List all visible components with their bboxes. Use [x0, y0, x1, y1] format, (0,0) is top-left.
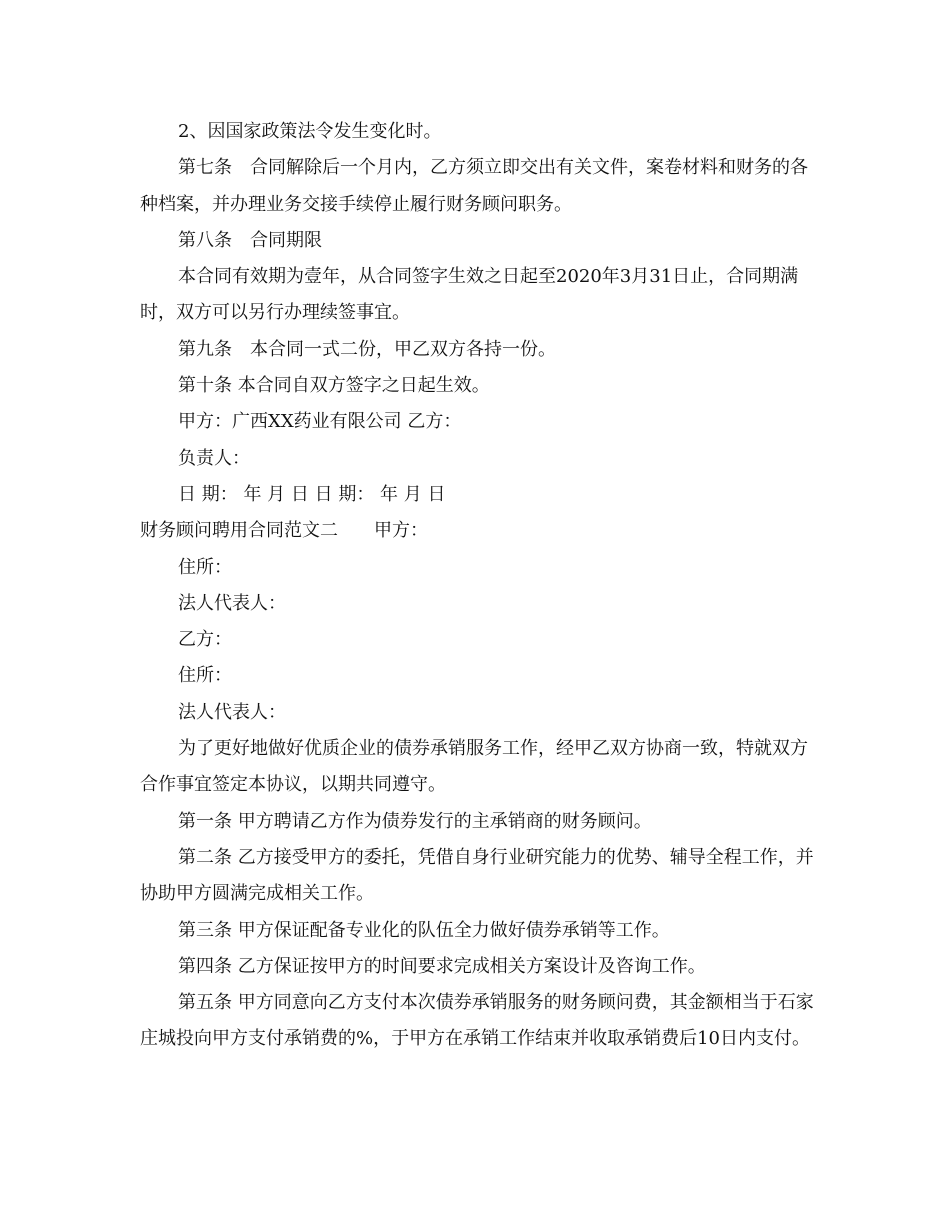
paragraph-article-5: 第五条 甲方同意向乙方支付本次债券承销服务的财务顾问费，其金额相当于石家庄城投向甲方支付承销费的%，于甲方在承销工作结束并收取承销费后10日内支付。: [140, 992, 814, 1050]
paragraph-contract-term: 本合同有效期为壹年，从合同签字生效之日起至2020年3月31日止，合同期满时，双方可以另行办理续签事宜。: [140, 266, 799, 324]
paragraph-article-8-heading: 第八条 合同期限: [178, 229, 322, 251]
party-b-address: 住所：: [178, 665, 232, 687]
paragraph-article-2: 第二条 乙方接受甲方的委托，凭借自身行业研究能力的优势、辅导全程工作，并协助甲方圆满完成相关工作。: [140, 846, 814, 905]
signature-dates: 日 期： 年 月 日 日 期： 年 月 日: [178, 483, 446, 505]
paragraph-article-3: 第三条 甲方保证配备专业化的队伍全力做好债券承销等工作。: [178, 919, 670, 941]
paragraph-article-1: 第一条 甲方聘请乙方作为债券发行的主承销商的财务顾问。: [178, 810, 652, 832]
party-b-label: 乙方：: [178, 629, 232, 651]
paragraph-article-10: 第十条 本合同自双方签字之日起生效。: [178, 375, 490, 397]
party-b-legal-representative: 法人代表人：: [178, 701, 286, 723]
paragraph-policy-change: 2、因国家政策法令发生变化时。: [178, 121, 442, 142]
sample-two-heading: 财务顾问聘用合同范文二 甲方：: [140, 520, 428, 542]
paragraph-article-9: 第九条 本合同一式二份，甲乙双方各持一份。: [178, 338, 556, 360]
signature-party-a-b: 甲方：广西XX药业有限公司 乙方：: [178, 411, 462, 433]
paragraph-article-4: 第四条 乙方保证按甲方的时间要求完成相关方案设计及咨询工作。: [178, 955, 706, 977]
document-page: [140, 114, 820, 1058]
party-a-address: 住所：: [178, 556, 232, 578]
signature-responsible-person: 负责人：: [178, 447, 250, 469]
paragraph-purpose: 为了更好地做好优质企业的债券承销服务工作，经甲乙双方协商一致，特就双方合作事宜签定本协议，以期共同遵守。: [140, 738, 808, 796]
paragraph-article-7: 第七条 合同解除后一个月内，乙方须立即交出有关文件，案卷材料和财务的各种档案，并办理业务交接手续停止履行财务顾问职务。: [140, 157, 808, 215]
party-a-legal-representative: 法人代表人：: [178, 592, 286, 614]
